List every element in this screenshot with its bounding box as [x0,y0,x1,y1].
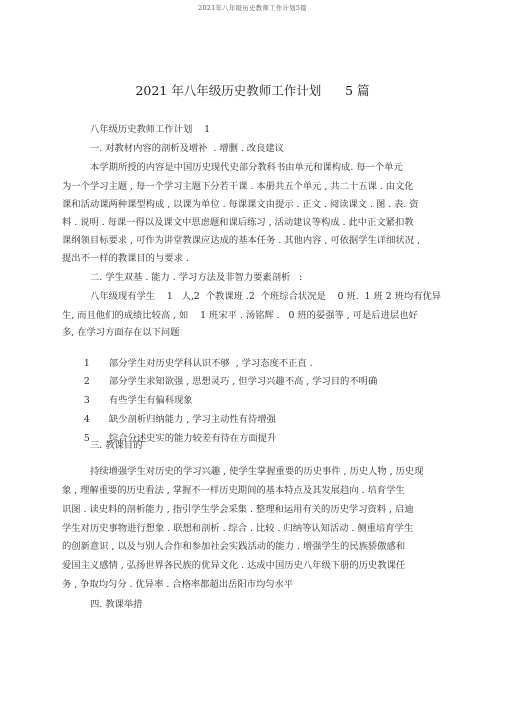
paragraph-3-line-6: 爱国主义感情 , 弘扬世界各民族的优异文化 . 达成中国历史八年级下册的历史教课任 [62,560,406,571]
paragraph-1-line-2: 为一个学习主题 , 每一个学习主题下分若干课 . 本册共五个单元 , 共二十五课 . 由文化 [62,181,414,192]
document-title: 2021 年八年级历史教师工作计划 5 篇 [135,83,370,98]
paragraph-2-line-2: 生, 而且他们的成绩比较高 , 如 1 班宋平 . 汤铭辉 . 0 班的晏强等 , 可是后进层也好 [62,310,418,321]
issue-number: 3 [83,395,90,406]
issue-number: 2 [83,376,90,387]
section-heading-2: 二. 学生双基 . 能力 . 学习方法及非智力要素剖析 : [90,272,303,283]
paragraph-1-line-4: 料 . 说明 . 每课一得以及课文中思虑题和课后练习 , 活动建议等构成 . 此中正文紧扣教 [62,217,414,228]
issue-text: 有些学生有偏科现象 [108,395,193,406]
issue-number: 1 [83,358,90,369]
section-heading-1: 一. 对教材内容的剖析及增补 . 增删 . 改良建议 [90,143,284,154]
paragraph-1-line-5: 课纲领目标要求 , 可作为讲堂教课应达成的基本任务 . 其他内容 , 可依据学生详细状况 , [62,235,420,246]
issue-number: 4 [83,414,90,425]
issue-text: 部分学生对历史学科认识不够 , 学习态度不正直 . [108,358,313,369]
paragraph-3-line-7: 务 , 争取均匀分 . 优异率 . 合格率都超出岳阳市均匀水平 [62,579,294,590]
section-heading-3: 三. 教课目的 [90,440,143,451]
paragraph-3-line-3: 识图 . 读史料的剖析能力 , 指引学生学会采集 . 整理和运用有关的历史学习资料 , 启迪 [62,504,414,515]
paragraph-3-line-4: 学生对历史事物进行想象 . 联想和剖析 . 综合 . 比较 . 归纳等认知活动 . 侧重培育学生 [62,523,414,534]
document-subtitle: 八年级历史教师工作计划 1 [90,124,211,135]
section-heading-4: 四. 教课举措 [90,599,143,610]
issue-text: 部分学生求知欲强 , 思想灵巧 , 但学习兴趣不高 , 学习目的不明确 [108,376,378,387]
paragraph-2-line-3: 多, 在学习方面存在以下问题 [62,327,180,338]
issue-text: 综合分述史实的能力较差有待在方面提升 [108,433,277,444]
paragraph-3-line-1: 持续增强学生对历史的学习兴趣 , 使学生掌握重要的历史事件 , 历史人物 , 历史现 [90,466,424,477]
paragraph-3-line-5: 的创新意识 , 以及与别人合作和参加社会实践活动的能力 . 增强学生的民族骄傲感和 [62,541,406,552]
issue-number: 5 [83,433,90,444]
paragraph-3-line-2: 象 , 理解重要的历史看法 , 掌握不一样历史期间的基本特点及其发展趋向 . 培育学生 [62,485,405,496]
paragraph-1-line-3: 课和活动课两种课型构成 , 以课为单位 . 每课课文由提示 . 正文 . 阅读课文 . 图 . 表. 资 [62,199,419,210]
paragraph-1-line-6: 提出不一样的教课目的与要求 . [62,253,189,264]
issue-text: 缺少剖析归纳能力 , 学习主动性有待增强 [108,414,276,425]
paragraph-1-line-1: 本学期所授的内容是中国历史现代史部分教科书由单元和课构成. 每一个单元 [90,162,403,173]
running-header: 2021年八年级历史教师工作计划5篇 [198,4,307,12]
paragraph-2-line-1: 八年级现有学生 1 人,2 个教课班 .2 个班综合状况是 0 班. 1 班 2 班均有优异 [90,291,442,302]
